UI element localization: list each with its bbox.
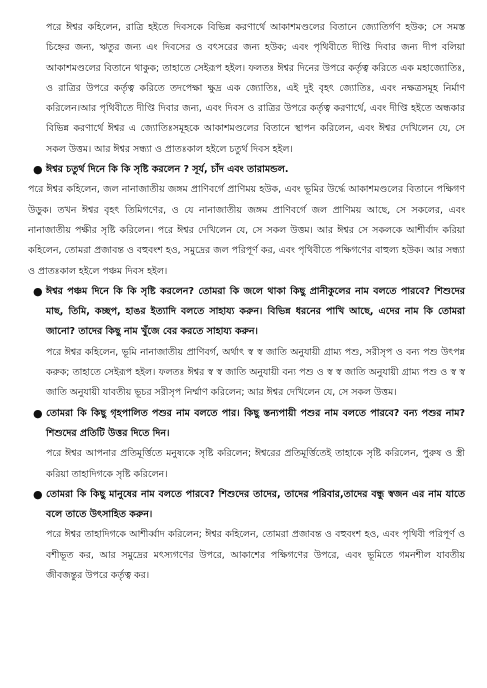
bullet-dot-icon: ●	[33, 284, 43, 298]
bullet-dot-icon: ●	[33, 163, 43, 177]
paragraph-blessing: পরে ঈশ্বর তাহাদিগকে আশীর্ব্বাদ করিলেন; ঈশ্বর কহিলেন, তোমরা প্রজাবন্ত ও বহুবংশ হও, এবং পৃথিবী পরিপূর্ণ ও বশীভূত কর, আর সমুদ্রের মৎস্যগণের উপরে, আকাশের পক্ষিগণের উপরে, এবং ভূমিতে গমনশীল যাবতীয় জীবজন্তুর উপরে কর্তৃত্ব কর।	[46, 529, 465, 582]
paragraph-creation-of-man: পরে ঈশ্বর আপনার প্রতিমূর্ত্তিতে মনুষ্যকে সৃষ্টি করিলেন; ঈশ্বরের প্রতিমূর্ত্তিতেই তাহাকে সৃষ্টি করিলেন, পুরুষ ও স্ত্রী করিয়া তাহাদিগকে সৃষ্টি করিলেন।	[46, 448, 465, 480]
question-fourth-day	[33, 160, 465, 180]
paragraph-fifth-day: পরে ঈশ্বর কহিলেন, জল নানাজাতীয় জঙ্গম প্রাণিবর্গে প্রাণিময় হউক, এবং ভূমির উর্দ্ধে আকাশমণ্ডলের বিতানে পক্ষিগণ উড়ুক। তখন ঈশ্বর বৃহৎ তিমিগণের, ও যে নানাজাতীয় জঙ্গম প্রাণিবর্গে জল প্রাণিময় আছে, সে সকলের, এবং নানাজাতীয় পক্ষীর সৃষ্টি করিলেন। পরে ঈশ্বর দেখিলেন যে, সে সকল উত্তম। আর ঈশ্বর সে সকলকে আশীর্বাদ করিয়া কহিলেন, তোমরা প্রজাবন্ত ও বহুবংশ হও, সমুদ্রের জল পরিপূর্ণ কর, এবং পৃথিবীতে পক্ষিগণের বাহুল্য হউক। আর সন্ধ্যা ও প্রাতঃকাল হইলে পঞ্চম দিবস হইল।	[28, 184, 465, 277]
bullet-dot-icon: ●	[33, 406, 43, 420]
question-text: তোমরা কি কিছু মানুষের নাম বলতে পারবে? শিশুদের তাদের, তাদের পরিবার,তাদের বন্ধু স্বজন এর নাম যাতে বলে তাতে উৎসাহিত করুন।	[46, 488, 465, 521]
question-human-names	[33, 485, 465, 526]
paragraph-fourth-day: পরে ঈশ্বর কহিলেন, রাত্রি হইতে দিবসকে বিভিন্ন করণার্থে আকাশমণ্ডলের বিতানে জ্যোতির্গণ হউক; সে সমস্ত চিহ্নের জন্য, ঋতুর জন্য এং দিবসের ও বৎসরের জন্য হউক; এবং পৃথিবীতে দীপ্তি দিবার জন্য দীপ বলিয়া আকাশমণ্ডলের বিতানে থাকুক; তাহাতে সেইরূপ হইল। ফলতঃ ঈশ্বর দিনের উপরে কর্তৃত্ব করিতে এক মহাজ্যোতিঃ, ও রাত্রির উপরে কর্তৃত্ব করিতে তদপেক্ষা ক্ষুদ্র এক জ্যোতিঃ, এই দুই বৃহৎ জ্যোতিঃ, এবং নক্ষত্রসমূহ নির্মাণ করিলেন।আর পৃথিবীতে দীপ্তি দিবার জন্য, এবং দিবস ও রাত্রির উপরে কর্তৃত্ব করণার্থে, এবং দীপ্তি হইতে অন্ধকার বিভিন্ন করণার্থে ঈশ্বর এ জ্যোতিঃসমূহকে আকাশমণ্ডলের বিতানে স্থাপন করিলেন, এবং ঈশ্বর দেখিলেন যে, সে সকল উত্তম। আর ঈশ্বর সন্ধ্যা ও প্রাতঃকাল হইলে চতুর্থ দিবস হইল।	[46, 22, 465, 155]
bullet-dot-icon: ●	[33, 487, 43, 501]
question-text: ঈশ্বর চতুর্থ দিনে কি কি সৃষ্টি করলেন ? সূর্য, চাঁদ এবং তারামন্ডল.	[46, 164, 289, 176]
question-fifth-day	[33, 282, 465, 343]
question-domestic-animals	[33, 404, 465, 445]
question-text: তোমরা কি কিছু গৃহপালিত পশুর নাম বলতে পার। কিছু স্তন্যপায়ী পশুর নাম বলতে পারবে? বন্য পশুর নাম? শিশুদের প্রতিটি উত্তর দিতে দিন।	[46, 407, 465, 439]
paragraph-land-animals: পরে ঈশ্বর কহিলেন, ভূমি নানাজাতীয় প্রাণিবর্গ, অর্থাৎ স্ব স্ব জাতি অনুযায়ী গ্রাম্য পশু, সরীসৃপ ও বন্য পশু উৎপন্ন করুক; তাহাতে সেইরূপ হইল। ফলতঃ ঈশ্বর স্ব স্ব জাতি অনুযায়ী বন্য পশু ও স্ব স্ব জাতি অনুযায়ী গ্রাম্য পশু ও স্ব স্ব জাতি অনুযায়ী যাবতীয় ভূচর সরীসৃপ নির্ম্মাণ করিলেন; আর ঈশ্বর দেখিলেন যে, সে সকল উত্তম।	[46, 346, 465, 399]
question-text: ঈশ্বর পঞ্চম দিনে কি কি সৃষ্টি করলেন? তোমরা কি জলে থাকা কিছু প্রানীকুলের নাম বলতে পারবে? শিশুদের মাছ, তিমি, কচ্ছপ, হাঙর ইত্যাদি বলতে সাহায্য করুন। বিভিন্ন ধরনের পাখি আছে, এদের নাম কি তোমরা জানো? তাদের কিছু নাম খুঁজে বের করতে সাহায্য করুন।	[46, 285, 465, 338]
